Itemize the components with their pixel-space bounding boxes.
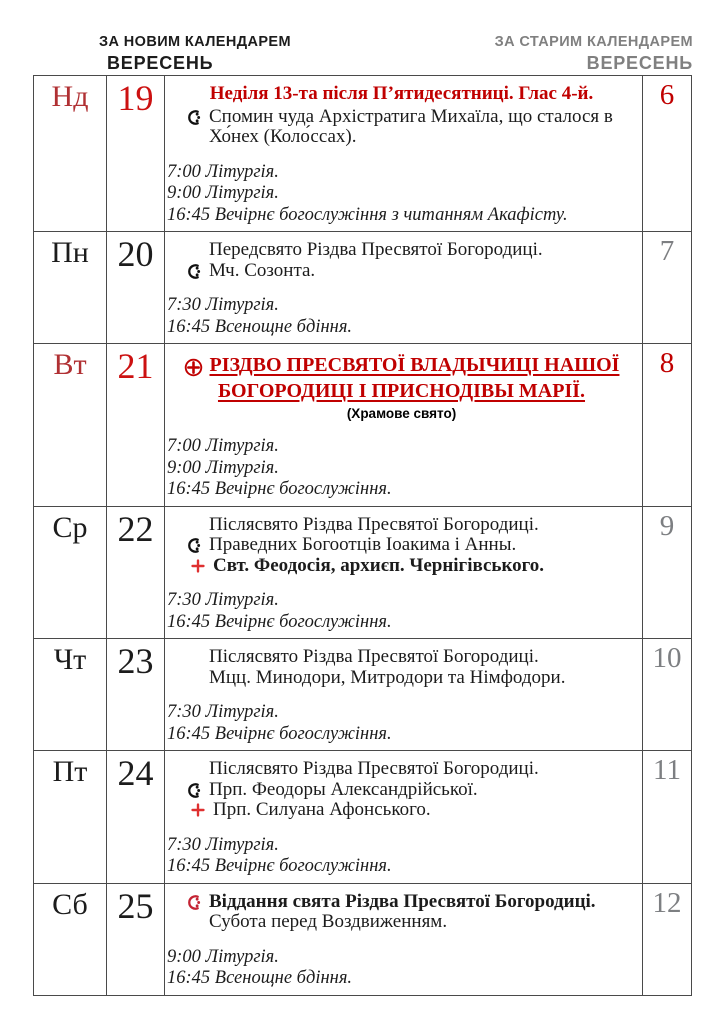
old-calendar-date: 6 <box>659 79 675 111</box>
spacer <box>165 281 638 295</box>
old-calendar-date: 11 <box>653 754 681 786</box>
service-time <box>165 295 638 317</box>
service-times <box>165 590 638 633</box>
red-cross-icon <box>191 803 205 817</box>
service-time-text: 9:00 Літургія. <box>167 183 279 203</box>
great-feast-text: БОГОРОДИЦІ І ПРИСНОДІВЫ МАРІЇ. <box>217 380 586 402</box>
service-time-text: 16:45 Всенощне бдіння. <box>167 316 353 337</box>
service-time <box>165 612 638 634</box>
day-abbr: Пт <box>52 755 88 788</box>
old-date-cell <box>643 639 691 750</box>
calendar-row <box>34 883 691 995</box>
spacer <box>165 148 638 162</box>
commemoration-text: Субота перед Воздвиженням. <box>209 911 448 932</box>
commemoration-text: Передсвято Різдва Пресвятої Богородиці. <box>209 239 543 260</box>
commemoration-line <box>165 515 638 536</box>
commemoration-line <box>165 261 638 282</box>
great-feast-title <box>165 352 638 404</box>
commemoration-text: Прп. Силуана Афонського. <box>213 799 431 820</box>
content-cell <box>165 884 643 995</box>
service-time <box>165 947 638 969</box>
calendar-row <box>34 506 691 639</box>
commemoration-text: Мцц. Минодори, Митродори та Німфодори. <box>209 666 566 688</box>
day-abbr: Вт <box>53 348 87 381</box>
old-date-cell <box>643 751 691 883</box>
service-time <box>165 479 638 501</box>
commemoration-text: Віддання свята Різдва Пресвятої Богородиці. <box>209 890 596 912</box>
service-time <box>165 856 638 878</box>
calendar-row <box>34 638 691 750</box>
old-calendar-month: ВЕРЕСЕНЬ <box>586 53 693 73</box>
commemoration-line <box>165 892 638 913</box>
service-times <box>165 947 638 990</box>
sunday-heading <box>165 84 638 105</box>
commemoration-line <box>165 759 638 780</box>
day-abbr-cell <box>34 232 107 343</box>
content-cell <box>165 232 643 343</box>
commemoration-line <box>165 107 638 148</box>
old-date-cell <box>643 232 691 343</box>
new-date-cell <box>107 639 165 750</box>
feast-note-text: (Храмове свято) <box>346 406 457 421</box>
calendar-row <box>34 231 691 343</box>
great-feast-line <box>165 378 638 404</box>
commemoration-line <box>165 780 638 801</box>
typicon-service-icon <box>186 537 203 554</box>
service-time-text: 9:00 Літургія. <box>167 457 279 478</box>
service-time <box>165 317 638 339</box>
old-calendar-date: 8 <box>659 347 675 379</box>
new-date-cell <box>107 884 165 995</box>
service-times <box>165 835 638 878</box>
new-calendar-date: 19 <box>117 78 154 118</box>
commemoration-line <box>165 647 638 668</box>
service-time-text: 7:00 Літургія. <box>167 161 279 182</box>
typicon-service-icon <box>186 109 203 126</box>
new-date-cell <box>107 76 165 231</box>
new-calendar-date: 24 <box>117 753 154 793</box>
calendar-row <box>34 750 691 883</box>
old-calendar-date: 9 <box>659 509 675 542</box>
service-time <box>165 724 638 746</box>
service-time-text: 7:30 Літургія. <box>167 590 279 610</box>
commemoration-text: Спомин чуда Архістратига Михаїла, що сталося в Хо́нех (Коло́ссах). <box>209 105 613 147</box>
commemoration-line <box>165 240 638 261</box>
service-times <box>165 436 638 501</box>
day-abbr: Сб <box>52 887 88 921</box>
service-time <box>165 205 638 227</box>
new-date-cell <box>107 344 165 506</box>
commemoration-line <box>165 800 638 821</box>
calendar-row <box>34 343 691 506</box>
service-time <box>165 183 638 205</box>
service-time <box>165 436 638 458</box>
typicon-service-icon <box>186 263 203 280</box>
old-calendar-header <box>495 33 693 74</box>
commemoration-text: Післясвято Різдва Пресвятої Богородиці. <box>209 758 539 779</box>
great-feast-line <box>165 352 638 378</box>
commemoration-text: Мч. Созонта. <box>209 259 316 281</box>
spacer <box>165 576 638 590</box>
day-abbr-cell <box>34 751 107 883</box>
day-abbr: Нд <box>51 80 89 113</box>
service-time <box>165 835 638 857</box>
day-abbr-cell <box>34 639 107 750</box>
service-times <box>165 162 638 227</box>
commemoration-text: Післясвято Різдва Пресвятої Богородиці. <box>209 646 539 667</box>
content-cell <box>165 507 643 639</box>
old-calendar-date: 12 <box>652 886 682 919</box>
service-time-text: 16:45 Вечірнє богослужіння. <box>167 723 392 744</box>
great-feast-text: РІЗДВО ПРЕСВЯТОЇ ВЛАДЫЧИЦІ НАШОЇ <box>209 354 620 376</box>
service-time <box>165 458 638 480</box>
day-abbr: Ср <box>52 510 88 544</box>
commemoration-line <box>165 556 638 577</box>
commemoration-line <box>165 535 638 556</box>
service-time <box>165 702 638 724</box>
sunday-heading-text: Неділя 13-та після П’ятидесятниці. Глас 4-й. <box>209 83 594 104</box>
commemoration-text: Прп. Феодоры Александрійської. <box>209 778 478 800</box>
old-calendar-title: ЗА СТАРИМ КАЛЕНДАРЕМ <box>494 34 693 50</box>
service-time-text: 7:30 Літургія. <box>167 702 279 722</box>
old-date-cell <box>643 344 691 506</box>
content-cell <box>165 751 643 883</box>
service-time-text: 16:45 Вечірнє богослужіння. <box>167 611 392 632</box>
red-cross-icon <box>191 559 205 573</box>
service-time <box>165 968 638 990</box>
new-calendar-date: 21 <box>117 346 154 386</box>
spacer <box>165 422 638 436</box>
new-calendar-date: 22 <box>117 508 154 549</box>
spacer <box>165 688 638 702</box>
old-date-cell <box>643 76 691 231</box>
service-time-text: 16:45 Вечірнє богослужіння. <box>167 479 392 499</box>
typicon-service-icon <box>186 894 203 911</box>
new-date-cell <box>107 507 165 639</box>
calendar-row <box>34 76 691 231</box>
new-calendar-month: ВЕРЕСЕНЬ <box>107 53 214 73</box>
service-time <box>165 590 638 612</box>
day-abbr-cell <box>34 507 107 639</box>
commemoration-text: Праведних Богоотців Іоакима і Анны. <box>209 534 517 555</box>
old-calendar-date: 10 <box>652 642 682 674</box>
day-abbr-cell <box>34 76 107 231</box>
day-abbr: Чт <box>53 643 87 676</box>
old-calendar-date: 7 <box>659 235 675 267</box>
new-date-cell <box>107 232 165 343</box>
new-calendar-date: 25 <box>117 885 154 926</box>
service-time-text: 16:45 Вечірнє богослужіння з читанням Акафісту. <box>167 204 568 225</box>
feast-note <box>165 405 638 422</box>
service-time-text: 7:30 Літургія. <box>167 295 279 315</box>
old-date-cell <box>643 507 691 639</box>
new-calendar-header <box>99 33 291 74</box>
typicon-service-icon <box>186 782 203 799</box>
day-abbr-cell <box>34 344 107 506</box>
day-abbr: Пн <box>51 236 89 269</box>
service-time-text: 16:45 Всенощне бдіння. <box>167 968 353 988</box>
spacer <box>165 933 638 947</box>
circled-cross-icon <box>184 358 203 377</box>
commemoration-line <box>165 912 638 933</box>
service-time-text: 16:45 Вечірнє богослужіння. <box>167 856 392 876</box>
commemoration-text: Післясвято Різдва Пресвятої Богородиці. <box>209 513 539 535</box>
service-times <box>165 295 638 338</box>
new-calendar-date: 20 <box>117 234 154 274</box>
new-calendar-date: 23 <box>117 641 154 681</box>
old-date-cell <box>643 884 691 995</box>
content-cell <box>165 639 643 750</box>
service-time <box>165 162 638 184</box>
service-times <box>165 702 638 745</box>
new-date-cell <box>107 751 165 883</box>
spacer <box>165 821 638 835</box>
commemoration-line <box>165 668 638 689</box>
service-time-text: 9:00 Літургія. <box>167 946 279 967</box>
new-calendar-title: ЗА НОВИМ КАЛЕНДАРЕМ <box>99 34 291 50</box>
day-abbr-cell <box>34 884 107 995</box>
calendar-table <box>33 75 692 996</box>
service-time-text: 7:30 Літургія. <box>167 834 279 855</box>
content-cell <box>165 344 643 506</box>
content-cell <box>165 76 643 231</box>
service-time-text: 7:00 Літургія. <box>167 436 279 456</box>
commemoration-text: Свт. Феодосія, архиєп. Чернігівського. <box>213 554 545 576</box>
